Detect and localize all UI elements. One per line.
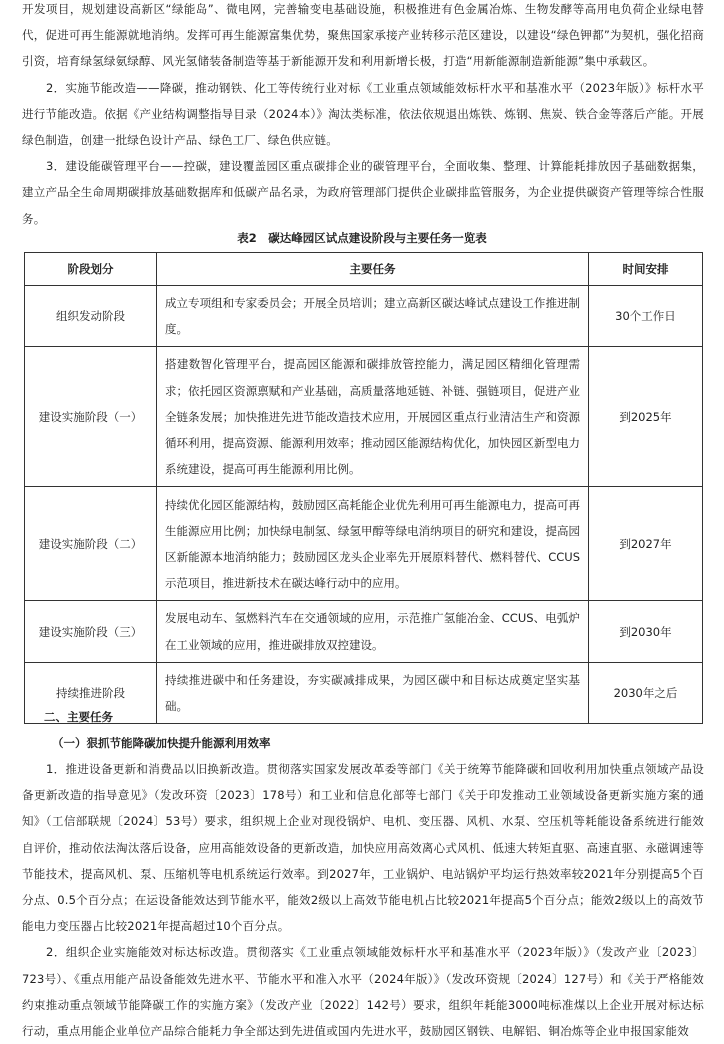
time-cell: 到2030年 — [589, 601, 703, 662]
time-cell: 到2027年 — [589, 487, 703, 601]
task-cell: 搭建数智化管理平台，提高园区能源和碳排放管控能力，满足园区精细化管理需求；依托园区资源禀赋和产业基础，高质量落地延链、补链、强链项目，促进产业全链条发展；加快推进先进节能改造技术应用，开展园区重点行业清洁生产和资源循环利用，提高资源、能源利用效率；推动园区能源结构优化，加快园区新型电力系统建设，提高可再生能源利用比例。 — [157, 347, 589, 487]
task-cell: 成立专项组和专家委员会；开展全员培训；建立高新区碳达峰试点建设工作推进制度。 — [157, 286, 589, 347]
stage-cell: 建设实施阶段（三） — [25, 601, 157, 662]
paragraph-new-energy: 开发项目，规划建设高新区“绿能岛”、微电网，完善输变电基础设施，积极推进有色金属冶炼、生物发酵等高用电负荷企业绿电替代，促进可再生能源就地消纳。发挥可再生能源富集优势，聚焦国家承接产业转移示范区建设，以建设“绿色钾都”为契机，强化招商引资，培育绿氢绿氨绿醇、风光氢储装备制造等基于新能源开发和利用新增长极，打造“用新能源制造新能源”集中承载区。 — [22, 2, 704, 69]
stage-task-table — [24, 252, 703, 724]
time-cell: 2030年之后 — [589, 662, 703, 723]
subsection-heading: （一）狠抓节能降碳加快提升能源利用效率 — [52, 736, 271, 750]
task-cell: 持续推进碳中和任务建设，夯实碳减排成果，为园区碳中和目标达成奠定坚实基础。 — [157, 662, 589, 723]
table-row — [25, 347, 703, 487]
paragraph-energy-saving: 2．实施节能改造——降碳，推动钢铁、化工等传统行业对标《工业重点领域能效标杆水平和基准水平（2023年版）》标杆水平进行节能改造。依据《产业结构调整指导目录（2024本）》淘汰类标准，依法依规退出炼铁、炼钢、焦炭、铁合金等落后产能。开展绿色制造，创建一批绿色设计产品、绿色工厂、绿色供应链。 — [22, 80, 704, 148]
stage-cell: 组织发动阶段 — [25, 286, 157, 347]
time-cell: 30个工作日 — [589, 286, 703, 347]
header-time: 时间安排 — [589, 253, 703, 286]
stage-cell: 建设实施阶段（一） — [25, 347, 157, 487]
time-cell: 到2025年 — [589, 347, 703, 487]
table-row — [25, 487, 703, 601]
stage-cell: 建设实施阶段（二） — [25, 487, 157, 601]
header-stage: 阶段划分 — [25, 253, 157, 286]
header-task: 主要任务 — [157, 253, 589, 286]
paragraph-equipment-update: 1．推进设备更新和消费品以旧换新改造。贯彻落实国家发展改革委等部门《关于统筹节能降碳和回收利用加快重点领域产品设备更新改造的指导意见》（发改环资〔2023〕178号）和工业和信息化部等七部门《关于印发推动工业领域设备更新实施方案的通知》（工信部联规〔2024〕53号）要求，组织规上企业对现役锅炉、电机、变压器、风机、水泵、空压机等耗能设备系统进行能效自评价，推动依法淘汰落后设备，应用高能效设备的更新改造，加快应用高效离心式风机、低速大转矩直驱、高速直驱、永磁调速等节能技术，提高风机、泵、压缩机等电机系统运行效率。到2027年，工业锅炉、电站锅炉平均运行热效率较2021年分别提高5个百分点、0.5个百分点；在运设备能效达到节能水平，能效2级以上高效节能电机占比较2021年提高5个百分点；能效2级以上的高效节能电力变压器占比较2021年提高超过10个百分点。 — [22, 762, 704, 934]
table-row — [25, 601, 703, 662]
section-heading: 二、主要任务 — [44, 710, 113, 724]
paragraph-carbon-platform: 3．建设能碳管理平台——控碳，建设覆盖园区重点碳排企业的碳管理平台，全面收集、整理、计算能耗排放因子基础数据集，建立产品全生命周期碳排放基础数据库和低碳产品名录，为政府管理部门提供企业碳排监管服务，为企业提供碳资产管理等综合性服务。 — [22, 159, 704, 226]
bottom-text-block — [0, 704, 724, 1044]
task-cell: 发展电动车、氢燃料汽车在交通领域的应用，示范推广氢能冶金、CCUS、电弧炉在工业领域的应用，推进碳排放双控建设。 — [157, 601, 589, 662]
top-text-block — [0, 0, 724, 232]
table-row — [25, 286, 703, 347]
table-header-row — [25, 253, 703, 286]
stage-cell: 持续推进阶段 — [25, 662, 157, 723]
paragraph-benchmarking: 2．组织企业实施能效对标达标改造。贯彻落实《工业重点领域能效标杆水平和基准水平（2023年版）》（发改产业〔2023〕723号）、《重点用能产品设备能效先进水平、节能水平和准入水平（2024年版）》（发改环资规〔2024〕127号）和《关于严格能效约束推动重点领域节能降碳工作的实施方案》（发改产业〔2022〕142号）要求，组织年耗能3000吨标准煤以上企业开展对标达标行动，重点用能企业单位产品综合能耗力争全部达到先进值或国内先进水平，鼓励园区钢铁、电解铝、铜冶炼等企业申报国家能效 — [22, 945, 704, 1039]
task-cell: 持续优化园区能源结构，鼓励园区高耗能企业优先利用可再生能源电力，提高可再生能源应用比例；加快绿电制氢、绿氢甲醇等绿电消纳项目的研究和建设，提高园区新能源本地消纳能力；鼓励园区龙头企业率先开展原料替代、燃料替代、CCUS示范项目，推进新技术在碳达峰行动中的应用。 — [157, 487, 589, 601]
table-caption: 表2 碳达峰园区试点建设阶段与主要任务一览表 — [237, 231, 487, 245]
